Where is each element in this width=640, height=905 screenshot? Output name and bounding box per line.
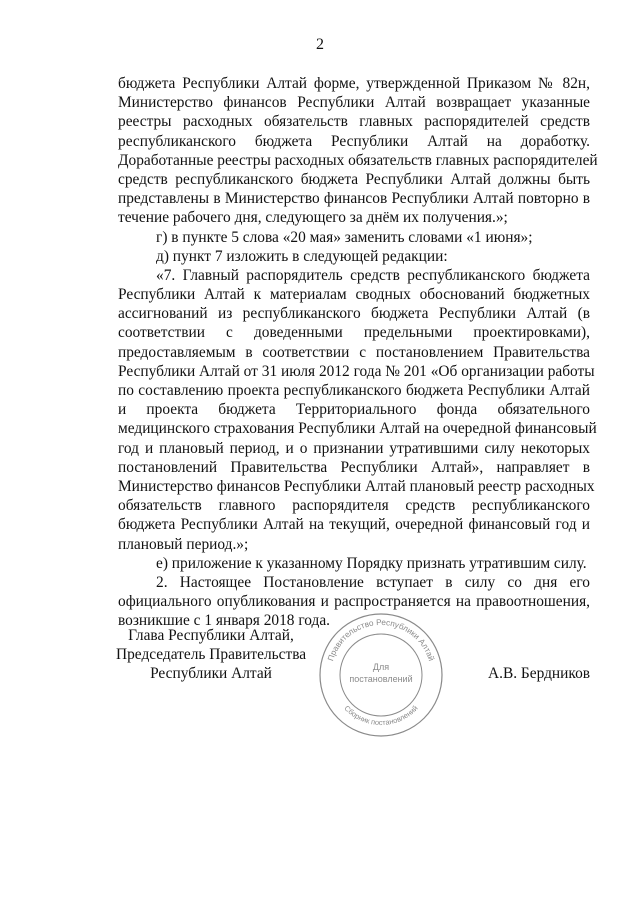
text-line: республиканского бюджета Республики Алтай на доработку. <box>118 132 590 150</box>
text-line: возникшие с 1 января 2018 года. <box>118 612 331 630</box>
text-line: и проекта бюджета Территориального фонда обязательного <box>118 401 590 419</box>
signatory-title <box>116 626 306 684</box>
seal-ring-text-bottom: Сборник постановлений <box>342 703 420 728</box>
signatory-title-line: Председатель Правительства <box>116 646 307 664</box>
paragraph <box>118 228 590 247</box>
document-body <box>118 74 598 630</box>
text-line: соответствии с доведенными предельными проектировками), <box>118 324 590 342</box>
text-line: предоставляемым в соответствии с постановлением Правительства <box>118 343 590 361</box>
text-line: «7. Главный распорядитель средств республиканского бюджета <box>156 266 590 284</box>
text-line: Доработанные реестры расходных обязательств главных распорядителей <box>118 151 598 169</box>
text-line: д) пункт 7 изложить в следующей редакции: <box>156 247 448 265</box>
text-line: е) приложение к указанному Порядку признать утратившим силу. <box>156 554 587 572</box>
text-line: постановлений Правительства Республики Алтай», направляет в <box>118 458 590 476</box>
text-line: бюджета Республики Алтай форме, утвержденной Приказом № 82н, <box>118 75 590 92</box>
text-line: Министерство финансов Республики Алтай возвращает указанные <box>118 94 590 112</box>
text-line: медицинского страхования Республики Алтай на очередной финансовый <box>118 420 597 438</box>
seal-ring-text: Правительство Республики Алтай <box>326 617 436 663</box>
paragraph <box>118 247 590 266</box>
text-line: реестры расходных обязательств главных распорядителей средств <box>118 113 590 131</box>
page-number: 2 <box>316 36 324 53</box>
text-line: официального опубликования и распространяется на правоотношения, <box>118 593 590 611</box>
text-line: 2. Настоящее Постановление вступает в силу со дня его <box>156 573 590 591</box>
text-line: средств республиканского бюджета Республики Алтай должны быть <box>118 170 590 188</box>
text-line: по составлению проекта республиканского бюджета Республики Алтай <box>118 382 590 399</box>
paragraph <box>118 74 598 228</box>
text-line: бюджета Республики Алтай на текущий, очередной финансовый год и <box>118 516 590 534</box>
text-line: Республики Алтай к материалам сводных обоснований бюджетных <box>118 286 590 304</box>
signatory-title-line: Республики Алтай <box>150 665 272 683</box>
text-line: Республики Алтай от 31 июля 2012 года № 201 «Об организации работы <box>118 362 595 380</box>
text-line: представлены в Министерство финансов Республики Алтай повторно в <box>118 190 590 208</box>
text-line: обязательств главного распорядителя средств республиканского <box>118 497 590 515</box>
text-line: ассигнований из республиканского бюджета Республики Алтай (в <box>118 305 590 323</box>
official-seal-stamp <box>318 612 444 738</box>
signatory-title-line: Глава Республики Алтай, <box>128 627 294 644</box>
text-line: г) в пункте 5 слова «20 мая» заменить словами «1 июня»; <box>156 228 533 246</box>
paragraph <box>118 266 597 554</box>
text-line: год и плановый период, и о признании утратившими силу некоторых <box>118 439 590 457</box>
paragraph <box>118 554 590 573</box>
text-line: Министерство финансов Республики Алтай плановый реестр расходных <box>118 477 595 495</box>
text-line: плановый период.»; <box>118 535 249 553</box>
signatory-name: А.В. Бердников <box>488 665 591 682</box>
seal-center-text: постановлений <box>349 674 413 684</box>
text-line: течение рабочего дня, следующего за днём их получения.»; <box>118 209 508 227</box>
seal-center-text: Для <box>372 662 390 672</box>
